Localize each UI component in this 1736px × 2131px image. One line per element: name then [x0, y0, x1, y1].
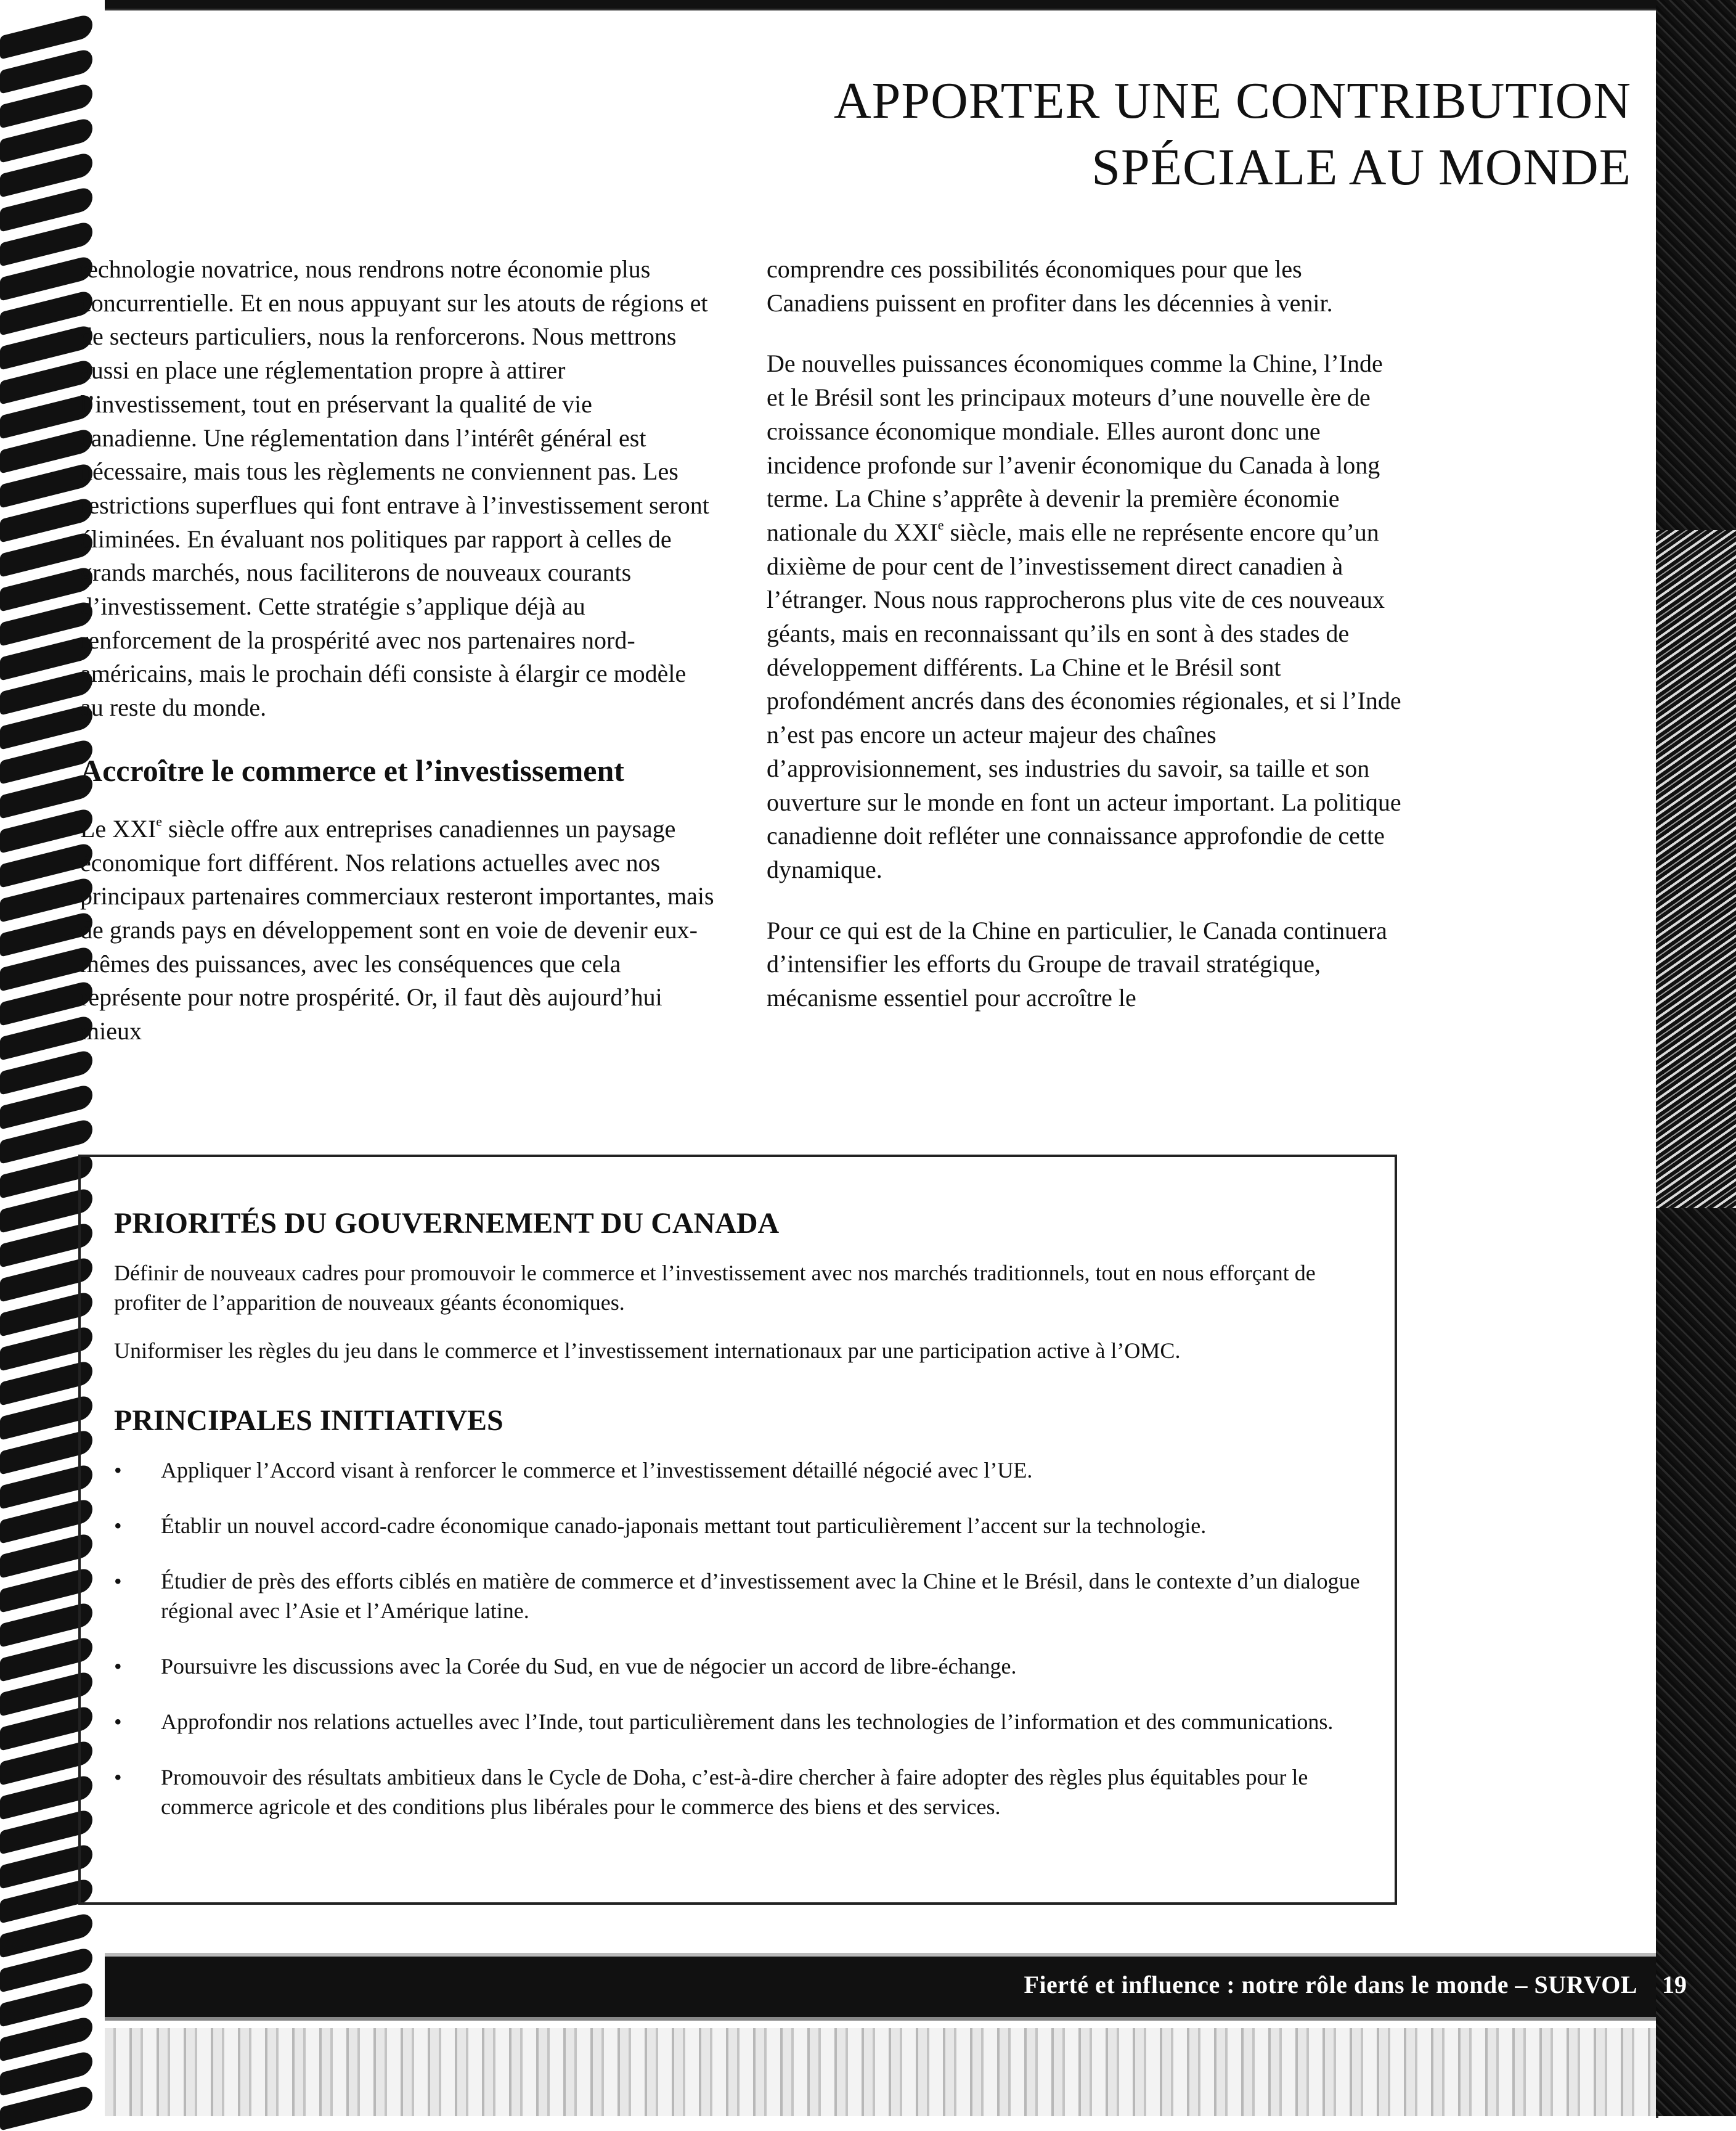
right-paragraph-2	[767, 347, 1401, 886]
initiative-text: Étudier de près des efforts ciblés en matière de commerce et d’investissement avec la Chine et le Brésil, dans le contexte d’un dialogue régional avec l’Asie et l’Amérique latine.	[161, 1569, 1360, 1623]
list-item	[114, 1651, 1364, 1681]
footer-running-title: Fierté et influence : notre rôle dans le monde – SURVOL	[1024, 1971, 1637, 1998]
right-paragraph-2-end: siècle, mais elle ne représente encore qu’un dixième de pour cent de l’investissement direct canadien à l’étranger. Nous nous rapprocherons plus vite de ces nouveaux géants, mais en reconnaissant qu’ils en sont à des stades de développement différents. La Chine et le Brésil sont profondément ancrés dans des économies régionales, et si l’Inde n’est pas encore un acteur majeur des chaînes d’approvisionnement, ses industries du savoir, sa taille et son ouverture sur le monde en font un acteur important. La politique canadienne doit refléter une connaissance approfondie de cette dynamique.	[767, 518, 1401, 883]
initiative-text: Appliquer l’Accord visant à renforcer le commerce et l’investissement détaillé négocié avec l’UE.	[161, 1458, 1033, 1483]
list-item	[114, 1455, 1364, 1485]
left-paragraph-1: technologie novatrice, nous rendrons notre économie plus concurrentielle. Et en nous appuyant sur les atouts de régions et de secteurs particuliers, nous la renforcerons. Nous mettrons aussi en place une réglementation propre à attirer l’investissement, tout en préservant la qualité de vie canadienne. Une réglementation dans l’intérêt général est nécessaire, mais tous les règlements ne conviennent pas. Les restrictions superflues qui font entrave à l’investissement seront éliminées. En évaluant nos politiques par rapport à celles de grands marchés, nous faciliterons de nouveaux courants d’investissement. Cette stratégie s’applique déjà au renforcement de la prospérité avec nos partenaires nord-américains, mais le prochain défi consiste à élargir ce modèle au reste du monde.	[80, 255, 709, 722]
bullet-icon: •	[114, 1569, 122, 1593]
scan-top-edge	[0, 0, 1736, 9]
scan-right-edge	[1656, 0, 1736, 2116]
bullet-icon: •	[114, 1458, 122, 1483]
page-number: 19	[1662, 1971, 1687, 1998]
initiative-text: Poursuivre les discussions avec la Corée du Sud, en vue de négocier un accord de libre-échange.	[161, 1654, 1017, 1679]
page-title	[522, 68, 1631, 201]
right-paragraph-1: comprendre ces possibilités économiques pour que les Canadiens puissent en profiter dans les décennies à venir.	[767, 255, 1333, 317]
bullet-icon: •	[114, 1709, 122, 1734]
scan-texture	[1656, 530, 1736, 1208]
priority-item: Uniformiser les règles du jeu dans le commerce et l’investissement internationaux par une participation active à l’OMC.	[114, 1338, 1181, 1363]
page-title-line2: SPÉCIALE AU MONDE	[1091, 139, 1631, 196]
left-paragraph-2	[80, 812, 715, 1049]
left-paragraph-2-end: siècle offre aux entreprises canadiennes un paysage économique fort différent. Nos relations actuelles avec nos principaux partenaires commerciaux resteront importantes, mais de grands pays en développement sont en voie de devenir eux-mêmes des puissances, avec les conséquences que cela représente pour notre prospérité. Or, il faut dès aujourd’hui mieux	[80, 814, 714, 1045]
scan-bottom-texture	[105, 2028, 1656, 2116]
priorities-heading: PRIORITÉS DU GOUVERNEMENT DU CANADA	[114, 1207, 780, 1240]
priorities-box	[78, 1155, 1397, 1905]
century-superscript: e	[156, 813, 163, 829]
initiative-text: Approfondir nos relations actuelles avec l’Inde, tout particulièrement dans les technologies de l’information et des communications.	[161, 1709, 1334, 1734]
initiative-text: Promouvoir des résultats ambitieux dans le Cycle de Doha, c’est-à-dire chercher à faire adopter des règles plus équitables pour le commerce agricole et des conditions plus libérales pour le commerce des biens et des services.	[161, 1765, 1308, 1819]
list-item	[114, 1762, 1364, 1822]
left-paragraph-2-start: Le XXI	[80, 814, 157, 843]
list-item	[114, 1707, 1364, 1736]
bullet-icon: •	[114, 1765, 122, 1789]
list-item	[114, 1511, 1364, 1540]
century-superscript: e	[937, 517, 944, 533]
initiatives-heading: PRINCIPALES INITIATIVES	[114, 1404, 503, 1437]
initiatives-list	[114, 1455, 1364, 1822]
section-heading: Accroître le commerce et l’investissement	[80, 753, 624, 788]
priority-item: Définir de nouveaux cadres pour promouvoir le commerce et l’investissement avec nos marchés traditionnels, tout en nous efforçant de profiter de l’apparition de nouveaux géants économiques.	[114, 1261, 1316, 1315]
initiative-text: Établir un nouvel accord-cadre économique canado-japonais mettant tout particulièrement l’accent sur la technologie.	[161, 1513, 1207, 1538]
page-title-line1: APPORTER UNE CONTRIBUTION	[834, 72, 1631, 129]
list-item	[114, 1566, 1364, 1626]
right-paragraph-3: Pour ce qui est de la Chine en particulier, le Canada continuera d’intensifier les efforts du Groupe de travail stratégique, mécanisme essentiel pour accroître le	[767, 916, 1387, 1012]
bullet-icon: •	[114, 1513, 122, 1538]
right-paragraph-2-start: De nouvelles puissances économiques comme la Chine, l’Inde et le Brésil sont les principaux moteurs d’une nouvelle ère de croissance économique mondiale. Elles auront donc une incidence profonde sur l’avenir économique du Canada à long terme. La Chine s’apprête à devenir la première économie nationale du XXI	[767, 350, 1383, 546]
bullet-icon: •	[114, 1654, 122, 1679]
right-column	[767, 253, 1401, 1042]
left-column	[80, 253, 715, 1076]
